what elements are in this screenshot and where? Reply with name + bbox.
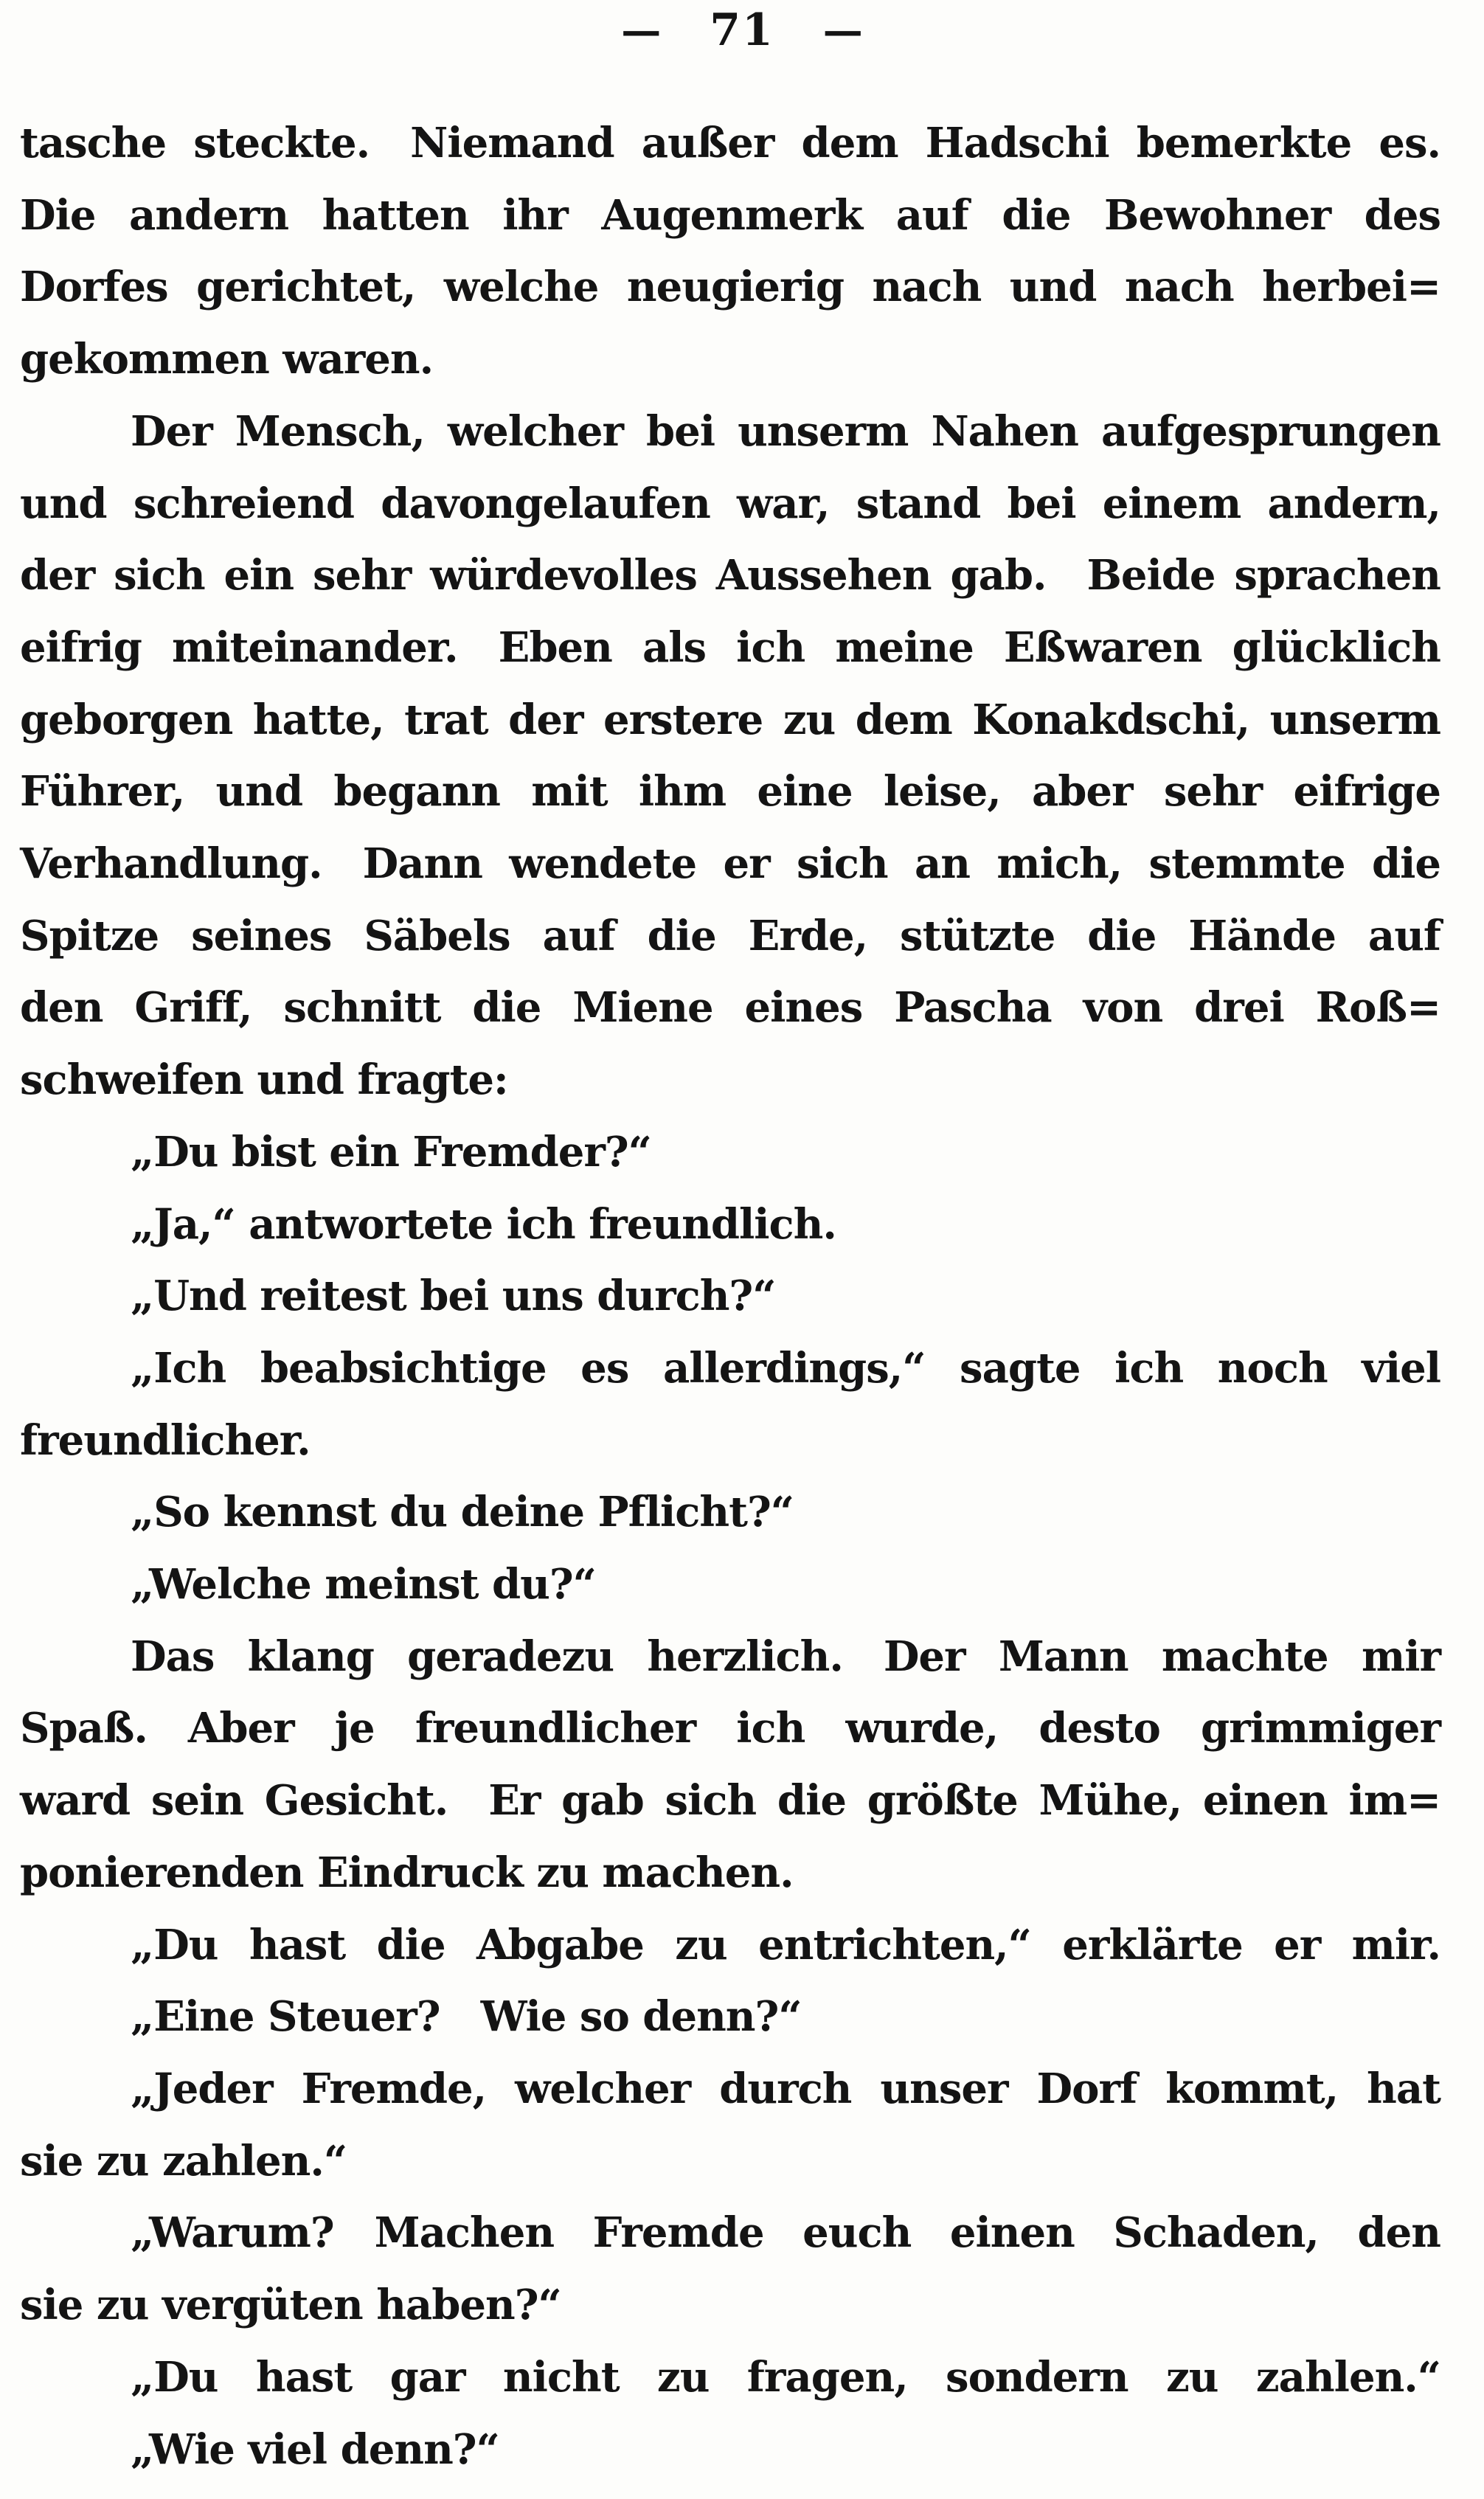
text-line: eifrig miteinander. Eben als ich meine Eßwaren glücklich bbox=[20, 623, 1440, 672]
page-header bbox=[0, 4, 1484, 56]
text-line: Der Mensch, welcher bei unserm Nahen aufgesprungen bbox=[131, 406, 1440, 456]
text-line: „Du hast die Abgabe zu entrichten,“ erklärte er mir. bbox=[131, 1920, 1440, 1969]
text-line: gekommen waren. bbox=[20, 335, 434, 384]
text-line: „So kennst du deine Pflicht?“ bbox=[131, 1488, 794, 1537]
text-line: „Du bist ein Fremder?“ bbox=[131, 1127, 651, 1176]
text-line: Führer, und begann mit ihm eine leise, aber sehr eifrige bbox=[20, 767, 1440, 817]
text-line: sie zu vergüten haben?“ bbox=[20, 2281, 561, 2330]
header-dash-right: — bbox=[822, 7, 863, 54]
text-line: Verhandlung. Dann wendete er sich an mich, stemmte die bbox=[20, 839, 1440, 889]
text-line: der sich ein sehr würdevolles Aussehen gab. Beide sprachen bbox=[20, 551, 1440, 600]
text-line: freundlicher. bbox=[20, 1415, 311, 1465]
page-text-block bbox=[20, 108, 1440, 2486]
text-line: Spitze seines Säbels auf die Erde, stützte die Hände auf bbox=[20, 911, 1440, 960]
text-line: Spaß. Aber je freundlicher ich wurde, desto grimmiger bbox=[20, 1704, 1440, 1753]
text-line: Das klang geradezu herzlich. Der Mann machte mir bbox=[131, 1632, 1440, 1681]
text-line: den Griff, schnitt die Miene eines Pascha von drei Roß= bbox=[20, 983, 1440, 1033]
header-dash-left: — bbox=[621, 7, 662, 54]
text-line: ponierenden Eindruck zu machen. bbox=[20, 1848, 794, 1897]
text-line: schweifen und fragte: bbox=[20, 1056, 508, 1105]
text-line: „Wie viel denn?“ bbox=[131, 2425, 499, 2474]
text-line: tasche steckte. Niemand außer dem Hadschi bemerkte es. bbox=[20, 119, 1440, 167]
text-line: geborgen hatte, trat der erstere zu dem Konakdschi, unserm bbox=[20, 695, 1440, 744]
text-line: „Ja,“ antwortete ich freundlich. bbox=[131, 1199, 836, 1249]
text-line: „Jeder Fremde, welcher durch unser Dorf kommt, hat bbox=[131, 2064, 1440, 2113]
text-line: „Warum? Machen Fremde euch einen Schaden, den bbox=[131, 2208, 1440, 2258]
text-line: „Welche meinst du?“ bbox=[131, 1560, 596, 1609]
text-line: „Und reitest bei uns durch?“ bbox=[131, 1272, 776, 1321]
text-line: Die andern hatten ihr Augenmerk auf die Bewohner des bbox=[20, 190, 1440, 240]
text-line: „Ich beabsichtige es allerdings,“ sagte ich noch viel bbox=[131, 1343, 1440, 1393]
text-line: sie zu zahlen.“ bbox=[20, 2136, 347, 2186]
text-line: „Eine Steuer? Wie so denn?“ bbox=[131, 1992, 802, 2042]
text-line: Dorfes gerichtet, welche neugierig nach und nach herbei= bbox=[20, 263, 1440, 312]
page-number: 71 bbox=[710, 4, 774, 56]
text-line: ward sein Gesicht. Er gab sich die größte Mühe, einen im= bbox=[20, 1776, 1440, 1826]
text-line: und schreiend davongelaufen war, stand bei einem andern, bbox=[20, 479, 1440, 528]
text-line: „Du hast gar nicht zu fragen, sondern zu zahlen.“ bbox=[131, 2352, 1440, 2402]
